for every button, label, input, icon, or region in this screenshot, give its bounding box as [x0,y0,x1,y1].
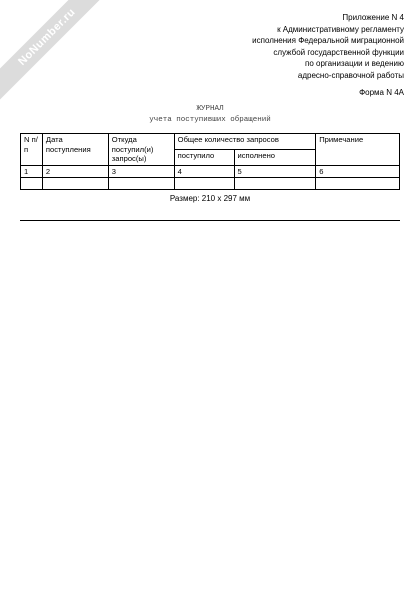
column-number: 1 [21,165,43,178]
header-source: Откуда поступил(и) запрос(ы) [108,134,174,166]
appendix-line: исполнения Федеральной миграционной [252,36,404,46]
header-num: N п/п [21,134,43,166]
header-row [21,134,400,150]
journal-heading [0,104,420,126]
form-number: Форма N 4А [359,88,404,97]
empty-cell [174,178,234,190]
header-executed: исполнено [234,149,316,165]
empty-cell [108,178,174,190]
appendix-line: адресно-справочной работы [297,70,404,80]
empty-cell [234,178,316,190]
header-total: Общее количество запросов [174,134,316,150]
journal-title: ЖУРНАЛ [196,105,224,113]
appendix-line: службой государственной функции [273,47,404,57]
empty-cell [21,178,43,190]
empty-row [21,178,400,190]
appendix-line: Приложение N 4 [342,13,404,22]
header-note: Примечание [316,134,400,166]
journal-subtitle: учета поступивших обращений [149,116,271,124]
appendix-header [184,12,404,82]
column-number-row [21,165,400,178]
watermark-ribbon: NoNumber.ru [0,0,122,112]
divider-line [20,220,400,221]
register-table [20,133,400,190]
empty-cell [42,178,108,190]
column-number: 6 [316,165,400,178]
column-number: 4 [174,165,234,178]
appendix-line: по организации и ведению [305,59,404,69]
header-date: Дата поступления [42,134,108,166]
column-number: 5 [234,165,316,178]
column-number: 2 [42,165,108,178]
column-number: 3 [108,165,174,178]
empty-cell [316,178,400,190]
size-note: Размер: 210 x 297 мм [169,194,251,203]
appendix-line: к Административному регламенту [277,24,404,34]
header-received: поступило [174,149,234,165]
